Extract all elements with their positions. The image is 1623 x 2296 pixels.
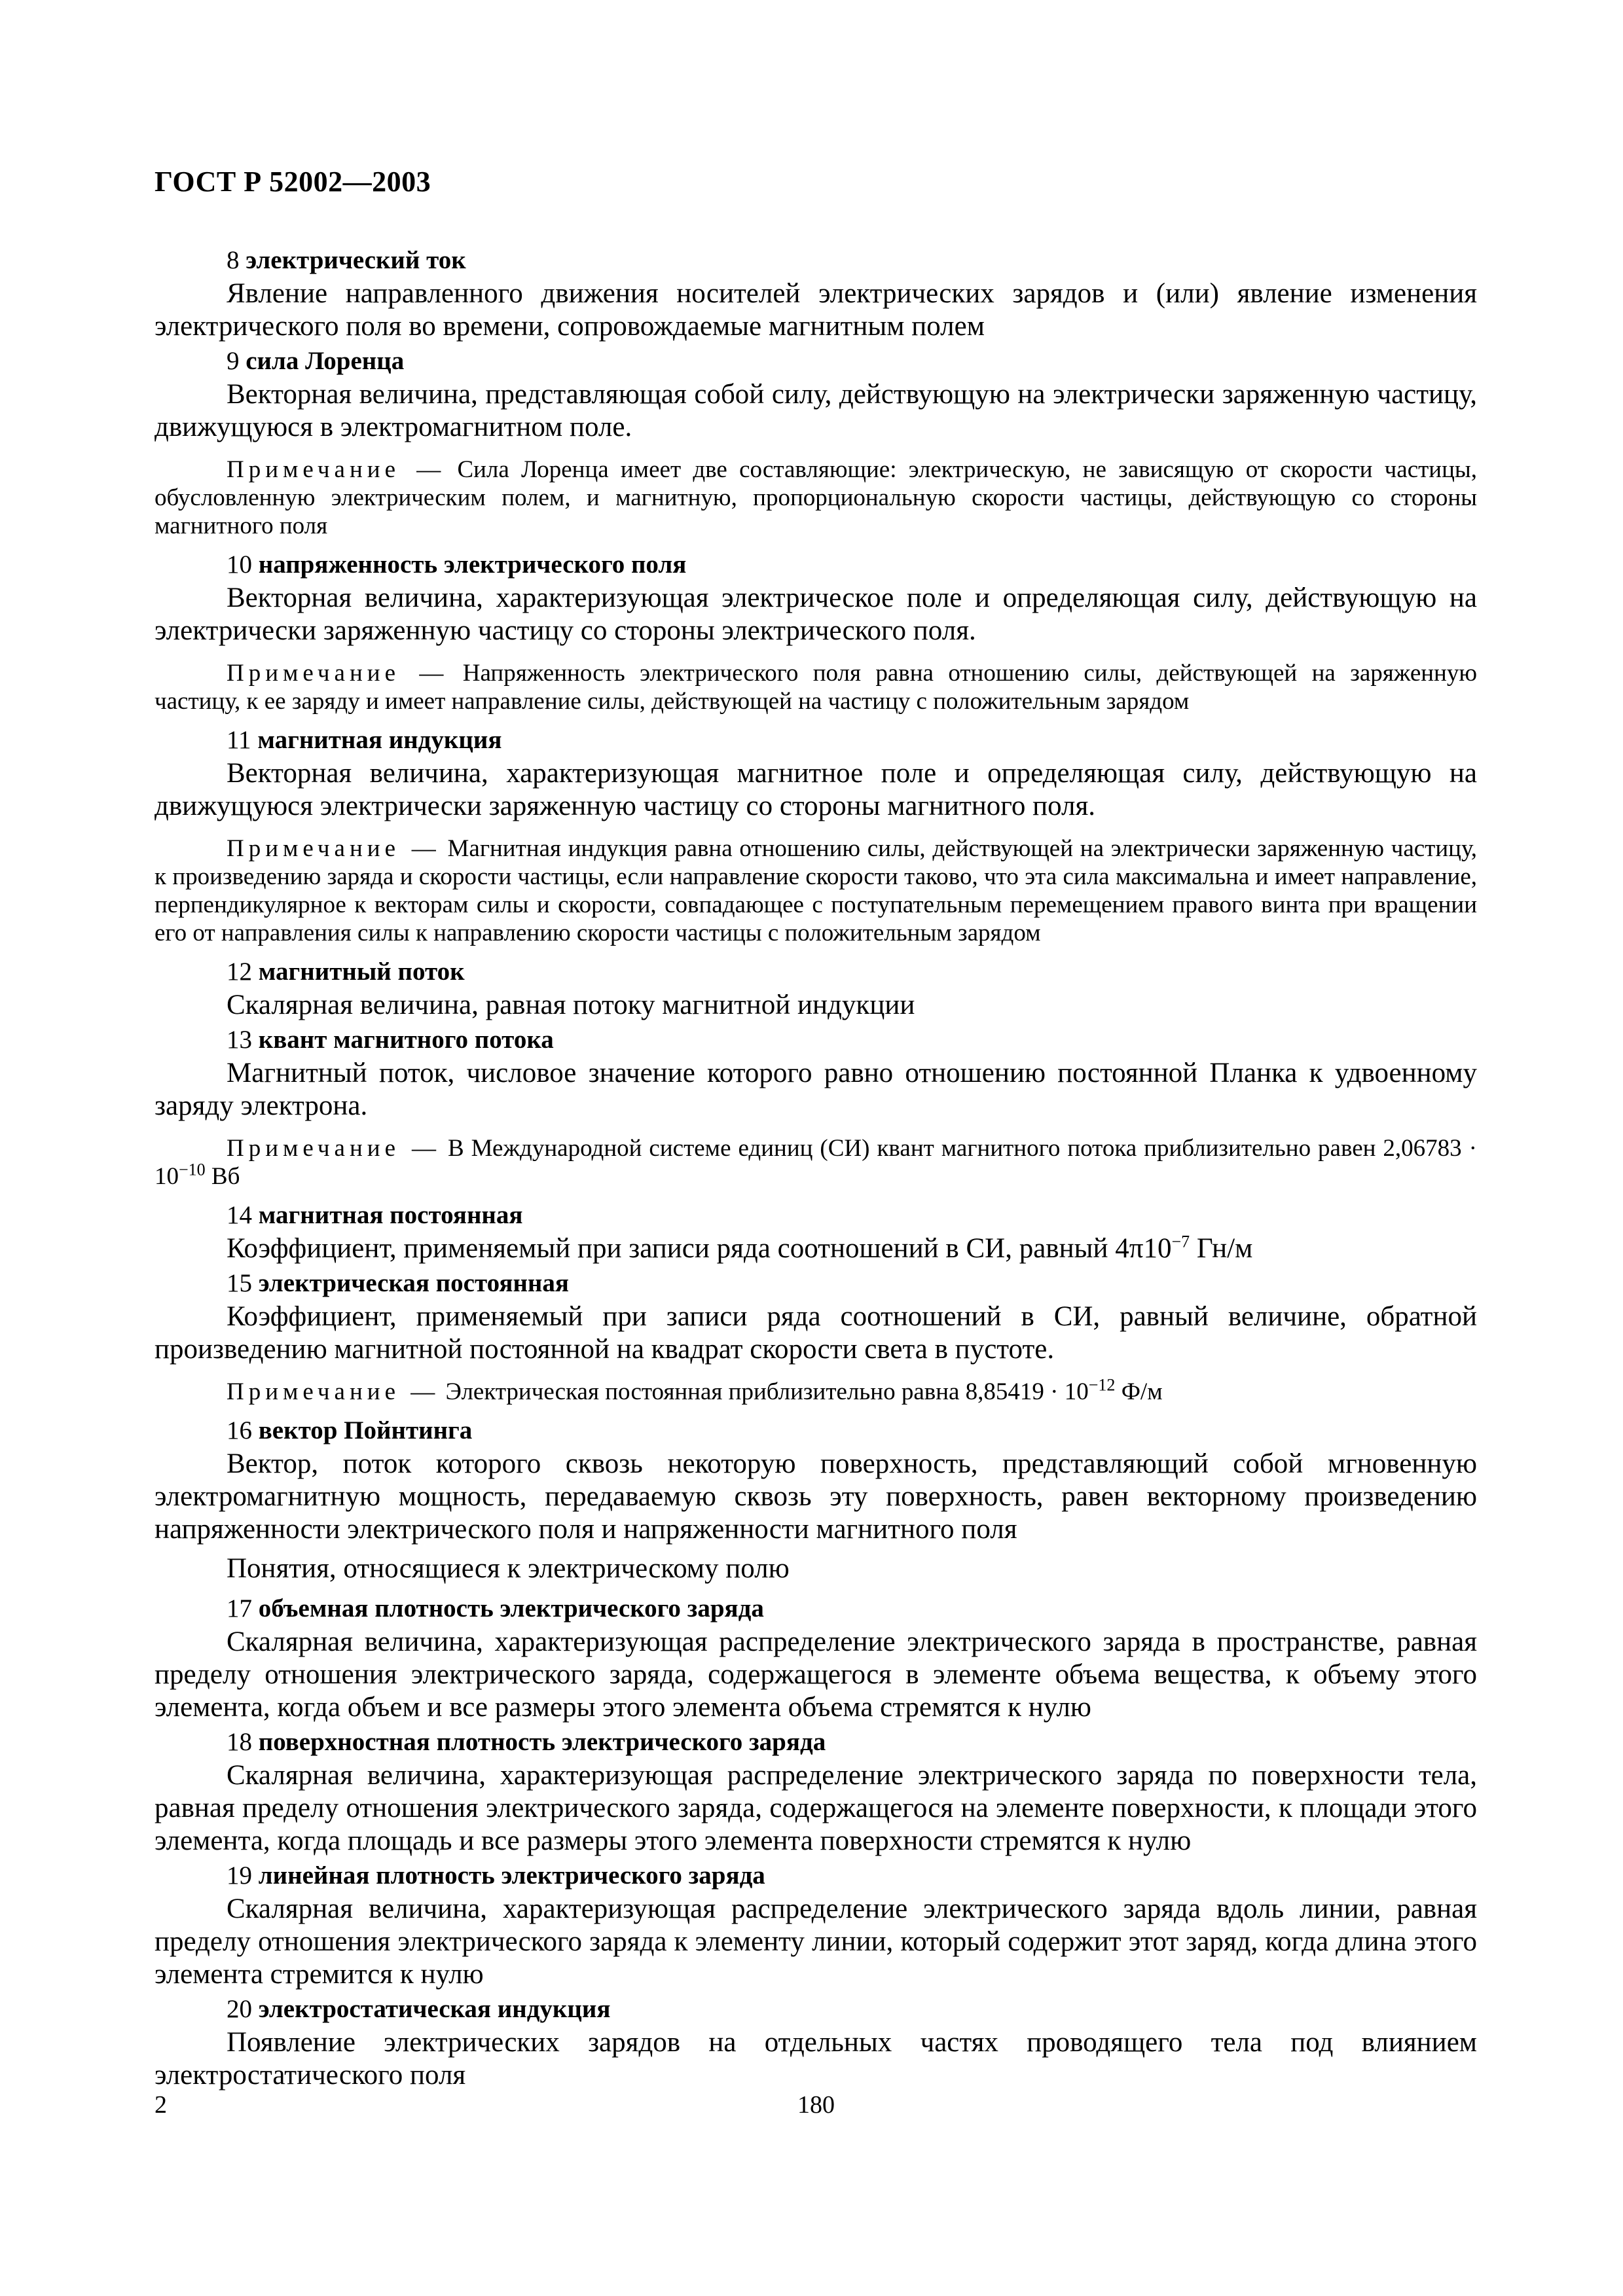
term-title: электрический ток [246,246,466,274]
term-title: электрическая постоянная [258,1269,569,1297]
term-definition: Векторная величина, характеризующая электрическое поле и определяющая силу, действующую на электрически заряженную частицу со стороны электрического поля. [155,583,1477,646]
term-definition: Явление направленного движения носителей электрических зарядов и (или) явление изменения электрического поля во времени, сопровождаемые магнитным полем [155,278,1477,342]
term-number: 12 [227,958,252,986]
exponent: −12 [1088,1375,1116,1395]
term-entry-9 [155,346,1477,540]
term-entry-8 [155,245,1477,343]
term-definition: Скалярная величина, характеризующая распределение электрического заряда по поверхности тела, равная пределу отношения электрического заряда, содержащегося на элементе поверхности, к площади этого элемента, когда площадь и все размеры этого элемента поверхности стремятся к нулю [155,1760,1477,1856]
term-title: магнитная индукция [257,726,502,754]
term-definition: Появление электрических зарядов на отдельных частях проводящего тела под влиянием электростатического поля [155,2027,1477,2090]
note-label: Примечание — [227,456,446,483]
term-entry-16 [155,1415,1477,1546]
term-definition: Магнитный поток, числовое значение которого равно отношению постоянной Планка к удвоенному заряду электрона. [155,1058,1477,1121]
term-entry-18 [155,1727,1477,1857]
term-title: квант магнитного потока [258,1026,554,1054]
unit-text: Вб [205,1163,240,1190]
term-note [155,456,1477,540]
note-label: Примечание — [227,835,441,862]
term-title: вектор Пойнтинга [258,1416,473,1444]
term-note [155,1134,1477,1191]
exponent: −10 [179,1160,206,1179]
term-definition: Вектор, поток которого сквозь некоторую поверхность, представляющий собой мгновенную электромагнитную мощность, передаваемую сквозь эту поверхность, равен векторному произведению напряженности электрического поля и напряженности магнитного поля [155,1448,1477,1545]
term-entry-17 [155,1593,1477,1724]
note-text: Напряженность электрического поля равна отношению силы, действующей на заряженную частицу, к ее заряду и имеет направление силы, действующей на частицу с положительным зарядом [155,660,1478,715]
term-number: 9 [227,347,240,375]
note-label: Примечание — [227,660,448,687]
note-label: Примечание — [227,1378,440,1405]
note-text: В Международной системе единиц (СИ) квант магнитного потока приблизительно равен 2,06783 · 10 [155,1135,1477,1190]
term-number: 16 [227,1416,252,1444]
term-number: 14 [227,1201,252,1229]
term-entry-13 [155,1024,1477,1191]
section-subheading: Понятия, относящиеся к электрическому полю [227,1553,790,1584]
term-title: электростатическая индукция [258,1995,611,2023]
term-note [155,1375,1477,1406]
sheet-number: 180 [797,2091,835,2119]
term-number: 8 [227,246,240,274]
term-entry-11 [155,725,1477,947]
term-entry-10 [155,549,1477,715]
term-entry-20 [155,1994,1477,2092]
term-number: 13 [227,1026,252,1054]
term-number: 10 [227,550,252,579]
note-text: Сила Лоренца имеет две составляющие: электрическую, не зависящую от скорости частицы, обусловленную электрическим полем, и магнитную, пропорциональную скорости частицы, действующую со стороны магнитного поля [155,456,1477,539]
terms-list [155,242,1477,2092]
definition-text: Коэффициент, применяемый при записи ряда соотношений в СИ, равный 4π10 [227,1233,1172,1264]
term-number: 15 [227,1269,252,1297]
term-number: 17 [227,1594,252,1623]
term-definition: Скалярная величина, характеризующая распределение электрического заряда вдоль линии, равная пределу отношения электрического заряда к элементу линии, который содержит этот заряд, когда длина этого элемента стремится к нулю [155,1893,1477,1990]
term-definition: Векторная величина, характеризующая магнитное поле и определяющая силу, действующую на движущуюся электрически заряженную частицу со стороны магнитного поля. [155,758,1477,821]
unit-text: Гн/м [1190,1233,1253,1264]
term-number: 18 [227,1728,252,1756]
term-note [155,659,1477,715]
term-definition: Скалярная величина, характеризующая распределение электрического заряда в пространстве, равная пределу отношения электрического заряда, содержащегося в элементе объема вещества, к объему этого элемента, когда объем и все размеры этого элемента объема стремятся к нулю [155,1626,1477,1723]
term-entry-15 [155,1268,1477,1406]
exponent: −7 [1171,1232,1190,1251]
term-title: объемная плотность электрического заряда [258,1594,764,1623]
term-title: линейная плотность электрического заряда [258,1861,765,1890]
term-title: магнитный поток [258,958,465,986]
term-number: 20 [227,1995,252,2023]
unit-text: Ф/м [1115,1378,1163,1405]
term-definition: Скалярная величина, равная потоку магнитной индукции [227,990,915,1020]
note-label: Примечание — [227,1135,441,1162]
term-title: сила Лоренца [246,347,405,375]
term-note [155,834,1477,947]
term-definition: Коэффициент, применяемый при записи ряда соотношений в СИ, равный величине, обратной произведению магнитной постоянной на квадрат скорости света в пустоте. [155,1301,1477,1365]
term-definition: Векторная величина, представляющая собой силу, действующую на электрически заряженную частицу, движущуюся в электромагнитном поле. [155,379,1477,442]
term-title: поверхностная плотность электрического заряда [258,1728,826,1756]
term-number: 11 [227,726,251,754]
term-title: напряженность электрического поля [258,550,687,579]
term-definition [155,1232,1477,1265]
term-entry-12 [155,956,1477,1022]
note-text: Электрическая постоянная приблизительно равна 8,85419 · 10 [445,1378,1089,1405]
term-title: магнитная постоянная [258,1201,523,1229]
document-header: ГОСТ Р 52002—2003 [155,166,431,198]
term-entry-14 [155,1200,1477,1265]
term-number: 19 [227,1861,252,1890]
page-number: 2 [155,2091,167,2119]
note-text: Магнитная индукция равна отношению силы, действующей на электрически заряженную частицу, к произведению заряда и скорости частицы, если направление скорости таково, что эта сила максимальна и имеет направление, перпендикулярное к векторам силы и скорости, совпадающее с поступательным перемещением правого винта при вращении его от направления силы к направлению скорости частицы с положительным зарядом [155,835,1477,946]
term-entry-19 [155,1860,1477,1991]
